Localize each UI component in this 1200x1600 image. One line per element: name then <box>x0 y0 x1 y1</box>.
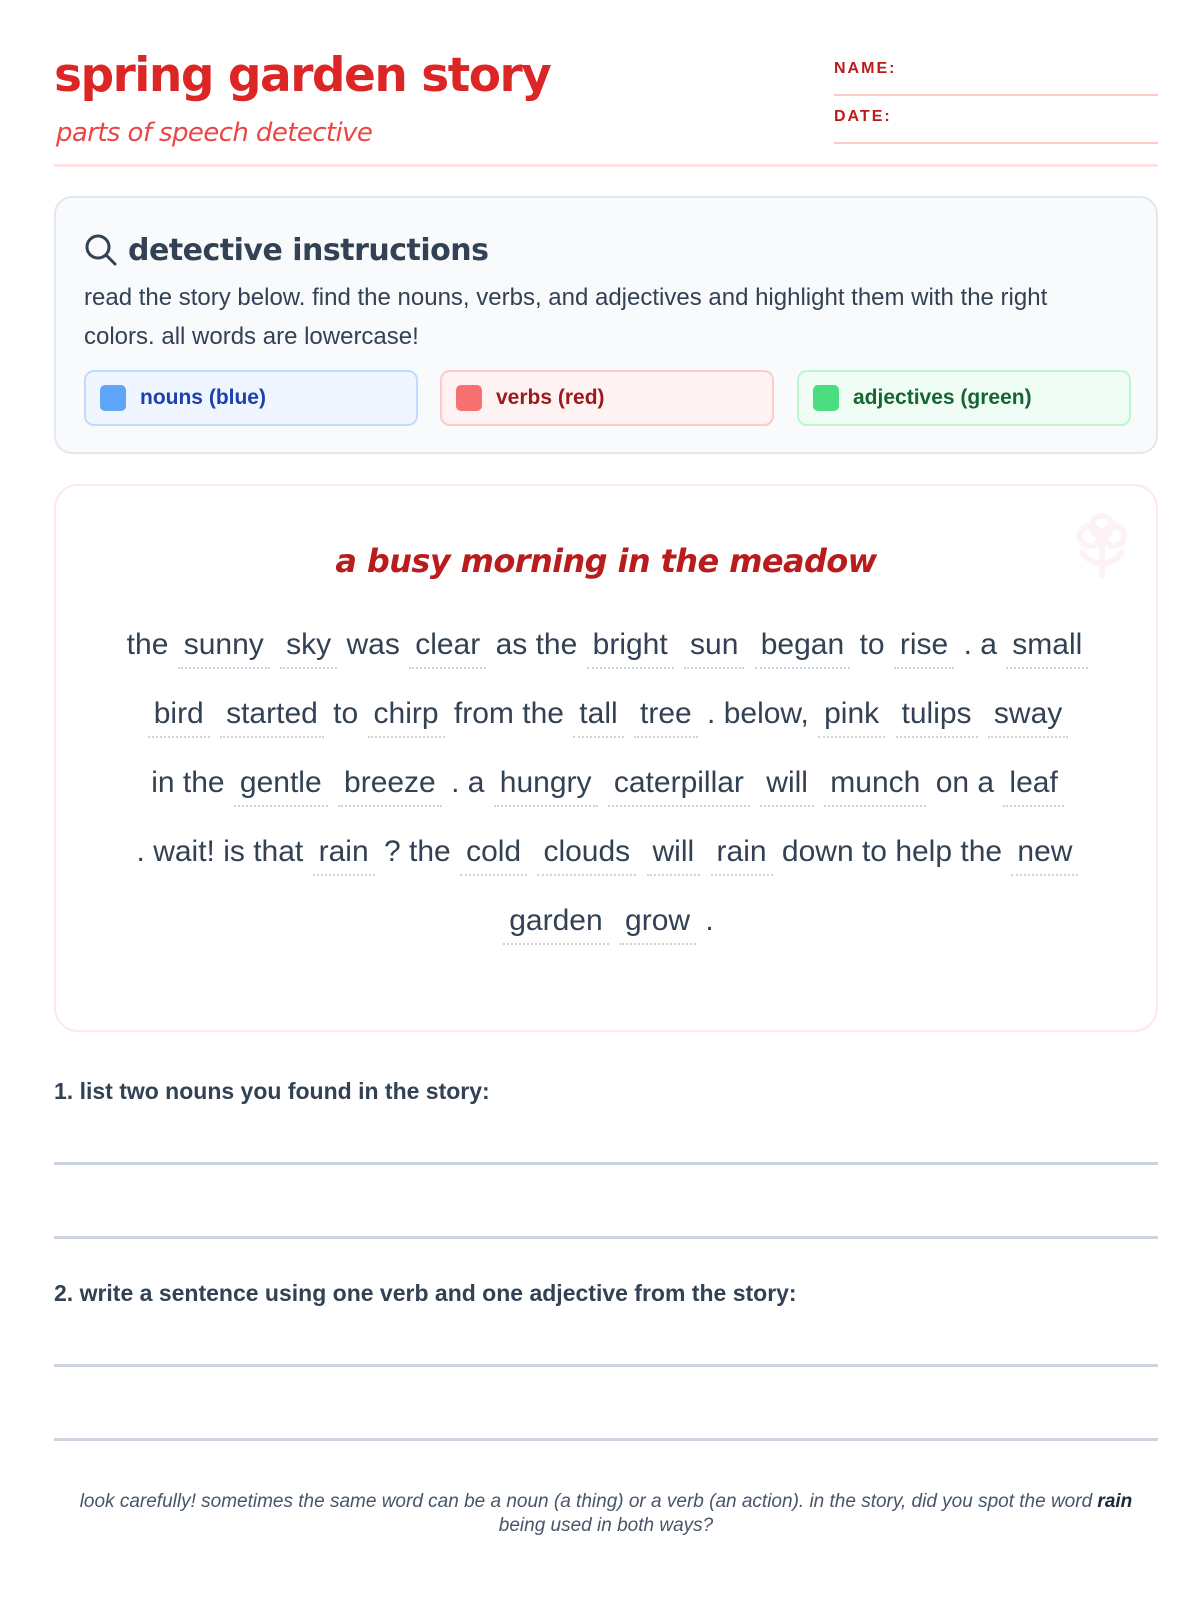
magnifier-icon <box>84 233 118 267</box>
story-text-fragment: was <box>346 628 400 661</box>
story-word[interactable]: bird <box>148 692 210 738</box>
answer-line[interactable] <box>54 1364 1158 1367</box>
story-word[interactable]: began <box>755 623 850 669</box>
story-word[interactable]: started <box>220 692 324 738</box>
story-word[interactable]: gentle <box>234 761 328 807</box>
story-text-fragment: as the <box>495 628 578 661</box>
story-text-fragment: . <box>705 904 714 937</box>
story-text-fragment: to <box>333 697 359 730</box>
legend-verbs <box>440 370 774 426</box>
header-divider <box>54 164 1158 167</box>
worksheet-header <box>54 48 1154 168</box>
story-word[interactable]: garden <box>503 899 608 945</box>
green-swatch <box>813 385 839 411</box>
story-word[interactable]: hungry <box>494 761 598 807</box>
blue-swatch <box>100 385 126 411</box>
name-label: NAME: <box>834 60 897 77</box>
story-word[interactable]: chirp <box>368 692 445 738</box>
date-label: DATE: <box>834 108 892 125</box>
story-text-fragment: . wait! is that <box>136 835 304 868</box>
story-word[interactable]: rise <box>894 623 954 669</box>
instructions-heading <box>84 230 488 270</box>
page-title: spring garden story <box>54 48 551 103</box>
story-text <box>112 610 1104 955</box>
answer-line[interactable] <box>54 1236 1158 1239</box>
story-text-fragment: the <box>126 628 169 661</box>
story-word[interactable]: tall <box>573 692 623 738</box>
legend-label: adjectives (green) <box>853 386 1032 409</box>
red-swatch <box>456 385 482 411</box>
story-text-fragment: . a <box>451 766 485 799</box>
page-subtitle: parts of speech detective <box>56 118 373 148</box>
answer-line[interactable] <box>54 1162 1158 1165</box>
story-word[interactable]: rain <box>711 830 773 876</box>
story-word[interactable]: caterpillar <box>608 761 750 807</box>
legend-label: verbs (red) <box>496 386 605 409</box>
story-word[interactable]: sky <box>280 623 337 669</box>
question-1: 1. list two nouns you found in the story: <box>54 1078 490 1104</box>
footer-text: look carefully! sometimes the same word can be a noun (a thing) or a verb (an action). in the story, did you spot the word <box>79 1491 1098 1512</box>
story-word[interactable]: sunny <box>178 623 270 669</box>
story-text-fragment: to <box>859 628 885 661</box>
story-word[interactable]: tulips <box>896 692 978 738</box>
story-word[interactable]: grow <box>619 899 696 945</box>
date-field[interactable] <box>834 96 1158 144</box>
story-text-fragment: in the <box>151 766 225 799</box>
legend-nouns <box>84 370 418 426</box>
footer-tip <box>60 1490 1152 1538</box>
story-card <box>54 484 1158 1032</box>
story-word[interactable]: clouds <box>537 830 636 876</box>
story-title: a busy morning in the meadow <box>335 542 877 580</box>
legend-adjectives <box>797 370 1131 426</box>
story-word[interactable]: pink <box>818 692 885 738</box>
answer-line[interactable] <box>54 1438 1158 1441</box>
story-word[interactable]: will <box>647 830 701 876</box>
footer-bold-word: rain <box>1097 1491 1133 1512</box>
footer-text-end: being used in both ways? <box>498 1515 714 1536</box>
story-text-fragment: from the <box>453 697 564 730</box>
story-word[interactable]: new <box>1011 830 1078 876</box>
story-text-fragment: on a <box>935 766 995 799</box>
story-text-fragment: ? the <box>383 835 451 868</box>
story-word[interactable]: leaf <box>1003 761 1063 807</box>
instructions-title: detective instructions <box>128 232 489 268</box>
story-word[interactable]: breeze <box>338 761 442 807</box>
story-word[interactable]: rain <box>313 830 375 876</box>
legend-label: nouns (blue) <box>140 386 266 409</box>
story-word[interactable]: cold <box>460 830 527 876</box>
story-word[interactable]: small <box>1006 623 1088 669</box>
story-text-fragment: down to help the <box>781 835 1003 868</box>
story-word[interactable]: clear <box>409 623 486 669</box>
question-2: 2. write a sentence using one verb and one adjective from the story: <box>54 1280 797 1306</box>
instructions-box <box>54 196 1158 454</box>
story-text-fragment: . below, <box>707 697 809 730</box>
story-word[interactable]: bright <box>587 623 674 669</box>
story-word[interactable]: sway <box>988 692 1068 738</box>
story-word[interactable]: tree <box>634 692 698 738</box>
story-word[interactable]: sun <box>684 623 744 669</box>
instructions-text: read the story below. find the nouns, verbs, and adjectives and highlight them with the right colors. all words are lowercase! <box>84 284 1048 350</box>
name-field[interactable] <box>834 48 1158 96</box>
story-word[interactable]: will <box>760 761 814 807</box>
story-text-fragment: . a <box>963 628 997 661</box>
story-word[interactable]: munch <box>824 761 926 807</box>
